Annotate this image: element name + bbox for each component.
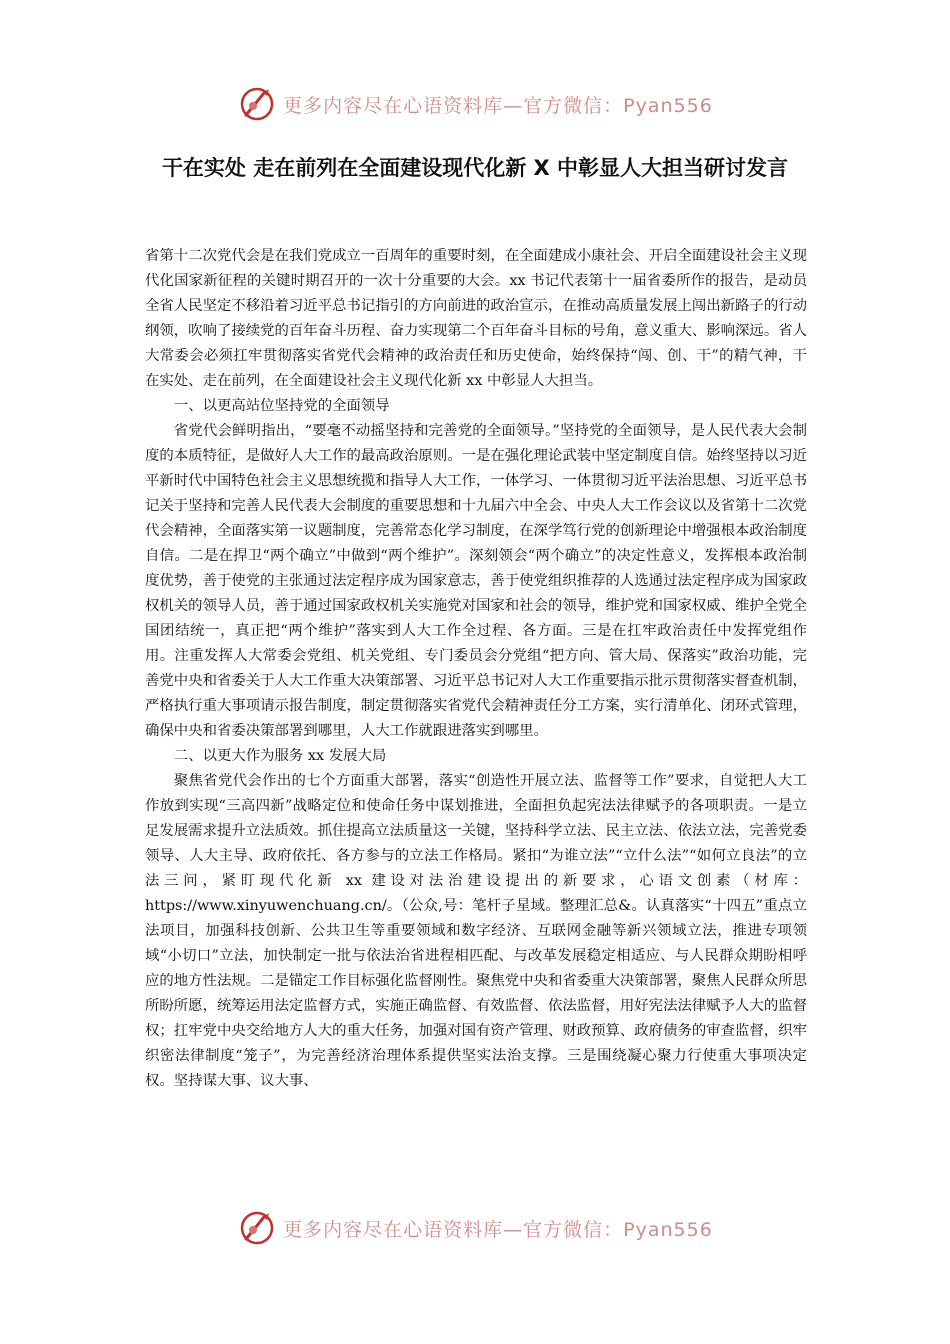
logo-icon <box>237 1208 277 1248</box>
paragraph-section-2: 聚焦省党代会作出的七个方面重大部署，落实“创造性开展立法、监督等工作”要求，自觉把人大工作放到实现“三高四新”战略定位和使命任务中谋划推进，全面担负起宪法法律赋予的各项职责。一是立足发展需求提升立法质效。抓住提高立法质量这一关键，坚持科学立法、民主立法、依法立法，完善党委领导、人大主导、政府依托、各方参与的立法工作格局。紧扣“为谁立法”“立什么法”“如何立良法”的立法三问，紧盯现代化新 xx 建设对法治建设提出的新要求，心语文创素（材库：https://www.xinyuwenchuang.cn/。（公众,号：笔杆子星域。整理汇总&。认真落实“十四五”重点立法项目，加强科技创新、公共卫生等重要领域和数字经济、互联网金融等新兴领域立法，推进专项领域“小切口”立法，加快制定一批与依法治省进程相匹配、与改革发展稳定相适应、与人民群众期盼相呼应的地方性法规。二是锚定工作目标强化监督刚性。聚焦党中央和省委重大决策部署，聚焦人民群众所思所盼所愿，统筹运用法定监督方式，实施正确监督、有效监督、依法监督，用好宪法法律赋予人大的监督权；扛牢党中央交给地方人大的重大任务，加强对国有资产管理、财政预算、政府债务的审查监督，织牢织密法律制度“笼子”，为完善经济治理体系提供坚实法治支撑。三是围绕凝心聚力行使重大事项决定权。坚持谋大事、议大事、 <box>145 773 807 1089</box>
logo-icon <box>237 84 277 124</box>
paragraph-section-1: 省党代会鲜明指出，“要毫不动摇坚持和完善党的全面领导。”坚持党的全面领导，是人民代表大会制度的本质特征，是做好人大工作的最高政治原则。一是在强化理论武装中坚定制度自信。始终坚持以习近平新时代中国特色社会主义思想统揽和指导人大工作，一体学习、一体贯彻习近平法治思想、习近平总书记关于坚持和完善人民代表大会制度的重要思想和十九届六中全会、中央人大工作会议以及省第十二次党代会精神，全面落实第一议题制度，完善常态化学习制度，在深学笃行党的创新理论中增强根本政治制度自信。二是在捍卫“两个确立”中做到“两个维护”。深刻领会“两个确立”的决定性意义，发挥根本政治制度优势，善于使党的主张通过法定程序成为国家意志，善于使党组织推荐的人选通过法定程序成为国家政权机关的领导人员，善于通过国家政权机关实施党对国家和社会的领导，维护党和国家权威、维护全党全国团结统一，真正把“两个维护”落实到人大工作全过程、各方面。三是在扛牢政治责任中发挥党组作用。注重发挥人大常委会党组、机关党组、专门委员会分党组“把方向、管大局、保落实”政治功能，完善党中央和省委关于人大工作重大决策部署、习近平总书记对人大工作重要指示批示贯彻落实督查机制，严格执行重大事项请示报告制度，制定贯彻落实省党代会精神责任分工方案，实行清单化、闭环式管理，确保中央和省委决策部署到哪里，人大工作就跟进落实到哪里。 <box>145 423 807 739</box>
banner-text: 更多内容尽在心语资料库—官方微信：Pyan556 <box>283 94 713 117</box>
document-title: 干在实处 走在前列在全面建设现代化新 X 中彰显人大担当研讨发言 <box>161 156 789 180</box>
footer-banner <box>0 1206 950 1250</box>
section-heading-2: 二、以更大作为服务 xx 发展大局 <box>173 748 387 764</box>
banner-text: 更多内容尽在心语资料库—官方微信：Pyan556 <box>283 1218 713 1241</box>
section-heading-1: 一、以更高站位坚持党的全面领导 <box>173 398 390 414</box>
document-body <box>145 244 807 1094</box>
paragraph-intro: 省第十二次党代会是在我们党成立一百周年的重要时刻，在全面建成小康社会、开启全面建设社会主义现代化国家新征程的关键时期召开的一次十分重要的大会。xx 书记代表第十一届省委所作的报告，是动员全省人民坚定不移沿着习近平总书记指引的方向前进的政治宣示，在推动高质量发展上闯出新路子的行动纲领，吹响了接续党的百年奋斗历程、奋力实现第二个百年奋斗目标的号角，意义重大、影响深远。省人大常委会必须扛牢贯彻落实省党代会精神的政治责任和历史使命，始终保持“闯、创、干”的精气神，干在实处、走在前列，在全面建设社会主义现代化新 xx 中彰显人大担当。 <box>145 248 807 389</box>
header-banner <box>0 82 950 126</box>
